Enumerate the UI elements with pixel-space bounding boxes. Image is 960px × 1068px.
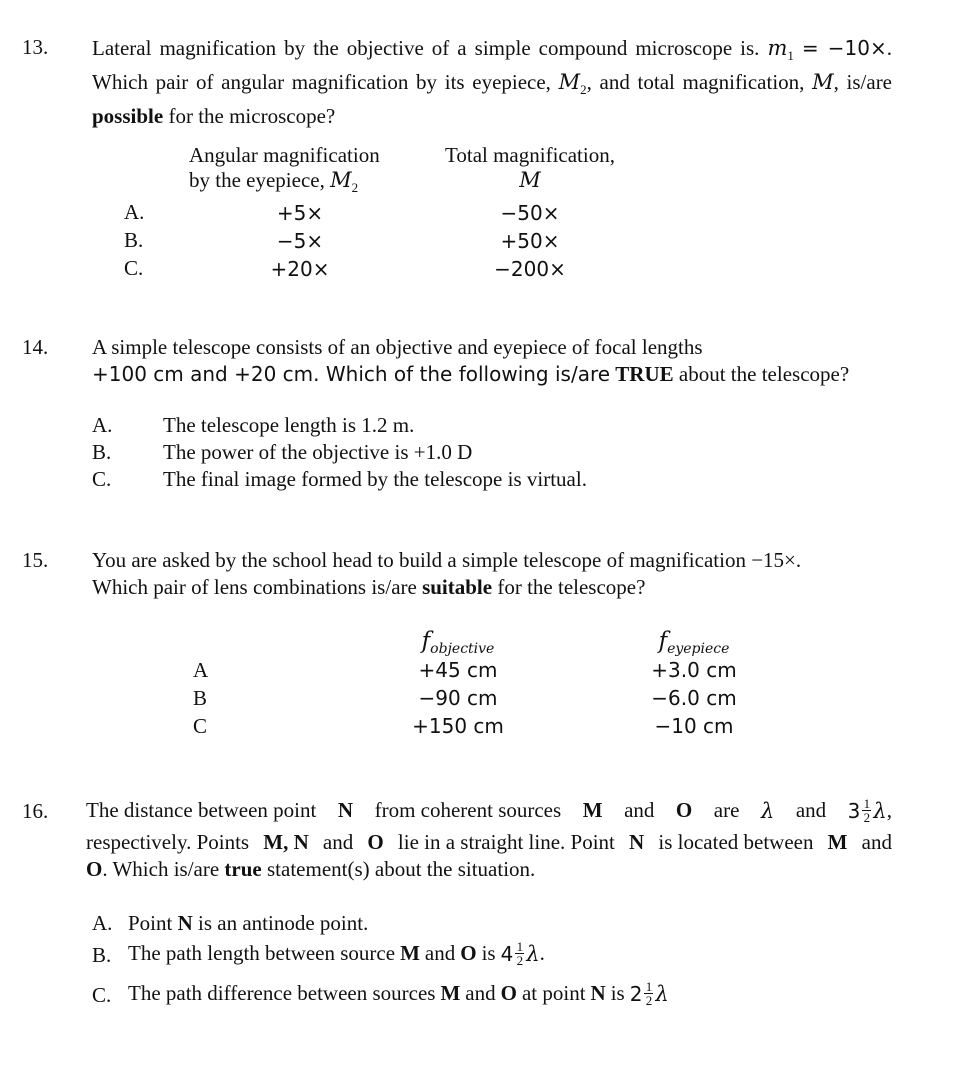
point-label: N [590,981,606,1005]
stem-text: is located between [658,830,814,854]
option-text: The telescope length is 1.2 m. [163,413,415,437]
stem-text: respectively. Points [86,830,250,854]
question-stem: A simple telescope consists of an objective and eyepiece of focal lengths [92,335,703,359]
option-text-part: is an antinode point. [198,911,369,935]
question-stem [92,35,892,130]
numerator: 1 [863,796,871,811]
option-label: C. [124,256,144,280]
table-cell: −200× [494,257,566,281]
symbol: f [658,628,668,654]
stem-text: and [795,798,827,822]
option-text [128,940,545,967]
option-label: A. [92,413,113,437]
stem-text: Lateral magnification by the objective of a simple compound microscope is. [92,36,760,60]
whole-number: 3 [847,798,861,823]
option-text-part: and [465,981,496,1005]
table-cell: +50× [500,229,560,253]
subscript: 2 [580,82,587,98]
subscript: objective [430,641,495,658]
question-stem [92,362,849,387]
lambda-symbol: λ [655,981,669,1006]
lambda-symbol: λ [873,798,887,823]
subscript: 2 [351,180,359,196]
option-text [128,911,368,936]
lambda-symbol: λ [760,798,775,823]
point-label: O [367,830,384,854]
symbol: m [767,36,788,60]
option-text: The final image formed by the telescope is virtual. [163,467,587,491]
point-label: M, N [263,830,309,854]
question-stem: You are asked by the school head to build a simple telescope of magnification −15×. [92,548,802,572]
mixed-fraction [630,980,669,1007]
point-label: N [629,830,645,854]
stem-text: lie in a straight line. Point [397,830,615,854]
point-label: N [337,798,354,822]
option-label: C. [92,983,112,1007]
option-label: B [193,686,208,710]
stem-text: +100 cm and +20 cm. Which of the following is/are [92,362,611,386]
question-stem [86,797,892,824]
stem-text: are [713,798,740,822]
point-label: N [177,911,193,935]
option-label: B. [92,440,112,464]
point-label: M [582,798,603,822]
stem-text: and [322,830,354,854]
stem-text: The distance between point [86,798,317,822]
denominator: 2 [516,953,524,968]
point-label: O [86,857,103,881]
question-number: 15. [22,548,49,572]
table-header [189,143,380,196]
stem-text: from coherent sources [374,798,562,822]
question-stem [86,857,535,882]
subscript: eyepiece [667,641,730,658]
stem-text: about the telescope? [678,362,850,386]
point-label: O [460,941,477,965]
symbol: M [330,168,352,192]
option-text-part: The path length between source [128,941,396,965]
option-text-part: The path difference between sources [128,981,436,1005]
option-text-part: is [481,941,496,965]
mixed-fraction: 3 $\frac{1}{2}$ λ , [847,796,892,825]
option-text [128,980,669,1007]
header-line: Angular magnification [189,143,380,167]
denominator: 2 [863,810,871,825]
whole-number: 4 [500,941,514,966]
option-text-part: and [424,941,456,965]
emphasis: possible [92,104,164,129]
table-cell: +3.0 cm [651,658,737,682]
table-cell: −50× [500,201,560,225]
option-label: B. [92,943,112,967]
mixed-fraction: 4 $\frac{1}{2}$ λ . [500,939,545,968]
option-label: A [193,658,209,682]
stem-text: and [861,830,892,854]
option-label: B. [124,228,144,252]
header-line: by the eyepiece, [189,168,325,192]
emphasis: TRUE [615,362,674,386]
option-text: The power of the objective is +1.0 D [163,440,473,464]
fraction [515,940,524,967]
stem-text: , and total magnification, [586,70,805,95]
question-number: 16. [22,799,49,823]
stem-text: . Which pair of angular magnification by its eyepiece, [92,36,893,95]
option-text-part: is [610,981,625,1005]
subscript: 1 [787,48,794,64]
table-cell: −5× [276,229,324,253]
option-label: A. [92,911,113,935]
symbol: M [558,70,581,95]
option-label: A. [124,200,145,224]
stem-text: , is/are [833,70,893,95]
stem-text: for the telescope? [497,575,646,599]
table-cell: +45 cm [418,658,498,682]
stem-text: for the microscope? [168,104,336,129]
symbol: M [519,168,541,192]
table-cell: −10 cm [654,714,734,738]
option-text-part: at point [521,981,586,1005]
table-header [388,628,528,657]
option-text-part: Point [128,911,173,935]
question-stem [92,575,645,600]
option-label: C [193,714,208,738]
table-header [624,628,764,657]
stem-text: Which pair of lens combinations is/are [92,575,417,599]
table-cell: −90 cm [418,686,498,710]
point-label: O [675,798,693,822]
symbol: M [812,70,834,95]
table-header [434,143,626,192]
numerator: 1 [516,939,524,954]
equation: = −10× [801,36,887,60]
point-label: M [400,941,420,965]
point-label: O [500,981,517,1005]
table-cell: +5× [276,201,324,225]
emphasis: suitable [422,575,493,599]
point-label: M [827,830,848,854]
point-label: M [440,981,461,1005]
table-cell: −6.0 cm [651,686,737,710]
table-cell: +150 cm [412,714,504,738]
emphasis: true [224,857,262,881]
lambda-symbol: λ [526,941,540,966]
whole-number: 2 [629,981,643,1006]
stem-text: statement(s) about the situation. [267,857,536,881]
option-label: C. [92,467,112,491]
stem-text: . Which is/are [102,857,220,881]
fraction [644,980,653,1007]
denominator: 2 [645,993,653,1008]
table-cell: +20× [270,257,330,281]
stem-text: and [624,798,655,822]
numerator: 1 [645,979,653,994]
question-stem [86,830,892,855]
symbol: f [421,628,431,654]
question-number: 13. [22,35,49,59]
question-number: 14. [22,335,49,359]
header-line: Total magnification, [445,143,615,167]
fraction [862,797,871,824]
